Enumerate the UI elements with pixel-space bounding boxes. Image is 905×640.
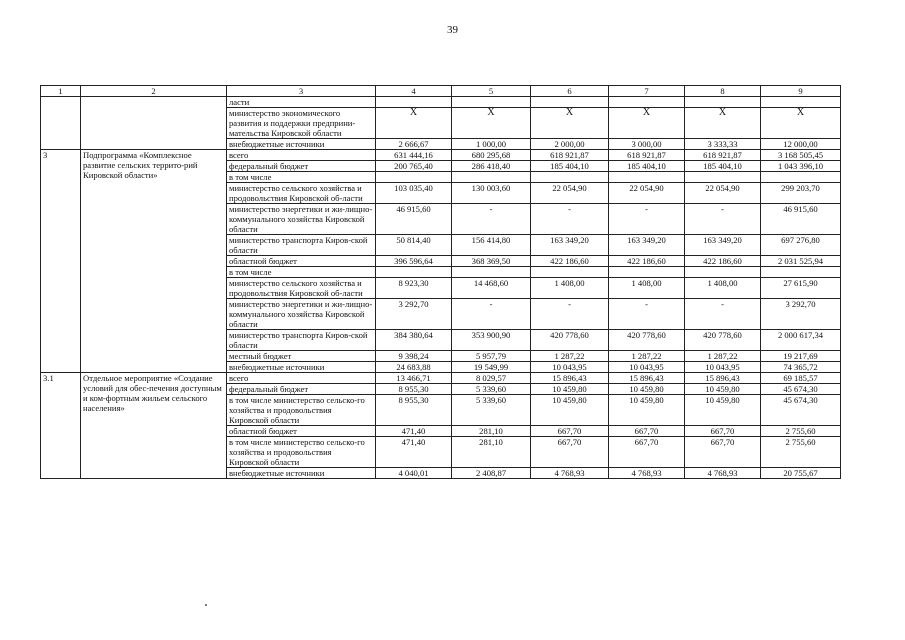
value-cell: 5 957,79 — [452, 351, 531, 362]
value-cell — [452, 97, 531, 108]
value-cell: 69 185,57 — [761, 373, 841, 384]
value-cell: 15 896,43 — [531, 373, 609, 384]
value-cell: 667,70 — [531, 437, 609, 468]
value-cell: 471,40 — [376, 437, 452, 468]
value-cell: - — [531, 204, 609, 235]
funding-source-cell: министерство энергетики и жи-лищно-коммунального хозяйства Кировской области — [227, 204, 376, 235]
value-cell: - — [685, 299, 761, 330]
value-cell: 4 768,93 — [531, 468, 609, 479]
value-cell: 281,10 — [452, 426, 531, 437]
value-cell: 1 000,00 — [452, 139, 531, 150]
column-number: 2 — [81, 86, 227, 97]
value-cell: 163 349,20 — [531, 235, 609, 256]
column-number: 5 — [452, 86, 531, 97]
value-cell: 5 339,60 — [452, 395, 531, 426]
value-cell: 22 054,90 — [609, 183, 685, 204]
value-cell: 1 408,00 — [531, 278, 609, 299]
column-number: 3 — [227, 86, 376, 97]
value-cell: 9 398,24 — [376, 351, 452, 362]
value-cell: 8 923,30 — [376, 278, 452, 299]
value-cell: 667,70 — [609, 426, 685, 437]
value-cell: 1 287,22 — [685, 351, 761, 362]
table-row — [41, 150, 841, 161]
value-cell: - — [452, 299, 531, 330]
value-cell: 618 921,87 — [685, 150, 761, 161]
column-number: 8 — [685, 86, 761, 97]
funding-source-cell: министерство экономического развития и поддержки предприни-мательства Кировской области — [227, 108, 376, 139]
value-cell: 8 029,57 — [452, 373, 531, 384]
value-cell: 2 755,60 — [761, 426, 841, 437]
funding-source-cell: министерство транспорта Киров-ской области — [227, 330, 376, 351]
value-cell: 13 466,71 — [376, 373, 452, 384]
column-number-row — [41, 86, 841, 97]
funding-source-cell: местный бюджет — [227, 351, 376, 362]
value-cell: 2 000 617,34 — [761, 330, 841, 351]
value-cell: 50 814,40 — [376, 235, 452, 256]
value-cell — [609, 267, 685, 278]
value-cell — [531, 97, 609, 108]
page-number: 39 — [447, 24, 458, 36]
value-cell: 618 921,87 — [531, 150, 609, 161]
value-cell: 396 596,64 — [376, 256, 452, 267]
value-cell: 200 765,40 — [376, 161, 452, 172]
funding-source-cell: в том числе министерство сельско-го хозяйства и продовольствия Кировской области — [227, 437, 376, 468]
value-cell: 667,70 — [685, 426, 761, 437]
value-cell: 185 404,10 — [685, 161, 761, 172]
value-cell: 299 203,70 — [761, 183, 841, 204]
value-cell: 4 040,01 — [376, 468, 452, 479]
funding-source-cell: министерство энергетики и жи-лищно-коммунального хозяйства Кировской области — [227, 299, 376, 330]
funding-source-cell: всего — [227, 373, 376, 384]
value-cell: 10 043,95 — [531, 362, 609, 373]
value-cell: X — [609, 108, 685, 139]
funding-source-cell: ласти — [227, 97, 376, 108]
value-cell: 185 404,10 — [531, 161, 609, 172]
value-cell: 471,40 — [376, 426, 452, 437]
value-cell: 185 404,10 — [609, 161, 685, 172]
value-cell: 286 418,40 — [452, 161, 531, 172]
value-cell: 2 408,87 — [452, 468, 531, 479]
value-cell: 2 666,67 — [376, 139, 452, 150]
value-cell: 353 900,90 — [452, 330, 531, 351]
value-cell: 1 408,00 — [685, 278, 761, 299]
value-cell: 12 000,00 — [761, 139, 841, 150]
value-cell: 667,70 — [531, 426, 609, 437]
value-cell: 10 043,95 — [609, 362, 685, 373]
column-number: 9 — [761, 86, 841, 97]
value-cell: 10 459,80 — [609, 384, 685, 395]
funding-source-cell: в том числе — [227, 172, 376, 183]
value-cell: X — [376, 108, 452, 139]
item-name-cell: Подпрограмма «Комплексное развитие сельских террито-рий Кировской области» — [81, 150, 227, 373]
value-cell: 368 369,50 — [452, 256, 531, 267]
table-row — [41, 97, 841, 108]
value-cell: 20 755,67 — [761, 468, 841, 479]
scan-speck — [205, 604, 207, 606]
item-name-cell — [81, 97, 227, 150]
value-cell — [531, 267, 609, 278]
value-cell — [761, 172, 841, 183]
funding-source-cell: федеральный бюджет — [227, 384, 376, 395]
value-cell: 19 549,99 — [452, 362, 531, 373]
value-cell: - — [609, 204, 685, 235]
value-cell: 15 896,43 — [685, 373, 761, 384]
value-cell — [452, 172, 531, 183]
funding-source-cell: внебюджетные источники — [227, 139, 376, 150]
value-cell: 45 674,30 — [761, 395, 841, 426]
value-cell: 420 778,60 — [685, 330, 761, 351]
funding-source-cell: министерство транспорта Киров-ской области — [227, 235, 376, 256]
item-number-cell: 3.1 — [41, 373, 81, 479]
value-cell: 680 295,68 — [452, 150, 531, 161]
value-cell: 2 031 525,94 — [761, 256, 841, 267]
funding-source-cell: всего — [227, 150, 376, 161]
value-cell: - — [452, 204, 531, 235]
value-cell: 19 217,69 — [761, 351, 841, 362]
value-cell: 2 000,00 — [531, 139, 609, 150]
item-name-cell: Отдельное мероприятие «Создание условий для обес-печения доступным и ком-фортным жильем сельского населения» — [81, 373, 227, 479]
value-cell: 1 287,22 — [609, 351, 685, 362]
value-cell — [609, 172, 685, 183]
funding-source-cell: внебюджетные источники — [227, 468, 376, 479]
value-cell: 281,10 — [452, 437, 531, 468]
value-cell: 130 003,60 — [452, 183, 531, 204]
value-cell: 103 035,40 — [376, 183, 452, 204]
value-cell: 156 414,80 — [452, 235, 531, 256]
item-number-cell: 3 — [41, 150, 81, 373]
value-cell: X — [685, 108, 761, 139]
column-number: 4 — [376, 86, 452, 97]
funding-source-cell: областной бюджет — [227, 426, 376, 437]
budget-table — [40, 85, 841, 479]
value-cell: 27 615,90 — [761, 278, 841, 299]
value-cell: 1 287,22 — [531, 351, 609, 362]
value-cell: 15 896,43 — [609, 373, 685, 384]
value-cell — [452, 267, 531, 278]
value-cell — [685, 172, 761, 183]
value-cell: 46 915,60 — [761, 204, 841, 235]
funding-source-cell: федеральный бюджет — [227, 161, 376, 172]
value-cell: 422 186,60 — [531, 256, 609, 267]
funding-source-cell: министерство сельского хозяйства и продовольствия Кировской об-ласти — [227, 183, 376, 204]
value-cell: 4 768,93 — [685, 468, 761, 479]
value-cell: 22 054,90 — [531, 183, 609, 204]
value-cell: 422 186,60 — [685, 256, 761, 267]
value-cell: 24 683,88 — [376, 362, 452, 373]
column-number: 1 — [41, 86, 81, 97]
value-cell — [376, 172, 452, 183]
column-number: 6 — [531, 86, 609, 97]
value-cell: 45 674,30 — [761, 384, 841, 395]
value-cell: 3 292,70 — [761, 299, 841, 330]
value-cell: 8 955,30 — [376, 384, 452, 395]
funding-source-cell: министерство сельского хозяйства и продовольствия Кировской об-ласти — [227, 278, 376, 299]
value-cell: 1 043 396,10 — [761, 161, 841, 172]
value-cell: X — [761, 108, 841, 139]
funding-source-cell: в том числе министерство сельско-го хозяйства и продовольствия Кировской области — [227, 395, 376, 426]
value-cell: 3 000,00 — [609, 139, 685, 150]
value-cell — [609, 97, 685, 108]
value-cell — [685, 267, 761, 278]
value-cell — [376, 267, 452, 278]
item-number-cell — [41, 97, 81, 150]
value-cell: 8 955,30 — [376, 395, 452, 426]
value-cell: - — [531, 299, 609, 330]
value-cell: 14 468,60 — [452, 278, 531, 299]
value-cell: 3 292,70 — [376, 299, 452, 330]
value-cell: 420 778,60 — [531, 330, 609, 351]
value-cell: X — [452, 108, 531, 139]
value-cell: 4 768,93 — [609, 468, 685, 479]
value-cell: 10 459,80 — [685, 384, 761, 395]
value-cell: 10 043,95 — [685, 362, 761, 373]
value-cell: 384 380,64 — [376, 330, 452, 351]
value-cell: 10 459,80 — [609, 395, 685, 426]
funding-source-cell: областной бюджет — [227, 256, 376, 267]
value-cell: 22 054,90 — [685, 183, 761, 204]
value-cell: X — [531, 108, 609, 139]
table-row — [41, 373, 841, 384]
value-cell: - — [609, 299, 685, 330]
value-cell: 46 915,60 — [376, 204, 452, 235]
value-cell: 163 349,20 — [685, 235, 761, 256]
value-cell: 74 365,72 — [761, 362, 841, 373]
value-cell: 2 755,60 — [761, 437, 841, 468]
value-cell: 697 276,80 — [761, 235, 841, 256]
value-cell: 1 408,00 — [609, 278, 685, 299]
value-cell: 422 186,60 — [609, 256, 685, 267]
funding-source-cell: в том числе — [227, 267, 376, 278]
value-cell: 667,70 — [609, 437, 685, 468]
column-number: 7 — [609, 86, 685, 97]
value-cell: 10 459,80 — [531, 384, 609, 395]
value-cell: 420 778,60 — [609, 330, 685, 351]
value-cell: 667,70 — [685, 437, 761, 468]
value-cell: 10 459,80 — [531, 395, 609, 426]
value-cell: 163 349,20 — [609, 235, 685, 256]
value-cell: 3 168 505,45 — [761, 150, 841, 161]
value-cell: - — [685, 204, 761, 235]
value-cell — [761, 97, 841, 108]
value-cell: 3 333,33 — [685, 139, 761, 150]
funding-source-cell: внебюджетные источники — [227, 362, 376, 373]
value-cell — [761, 267, 841, 278]
value-cell — [685, 97, 761, 108]
value-cell: 618 921,87 — [609, 150, 685, 161]
value-cell: 10 459,80 — [685, 395, 761, 426]
value-cell — [531, 172, 609, 183]
value-cell: 631 444,16 — [376, 150, 452, 161]
value-cell: 5 339,60 — [452, 384, 531, 395]
value-cell — [376, 97, 452, 108]
